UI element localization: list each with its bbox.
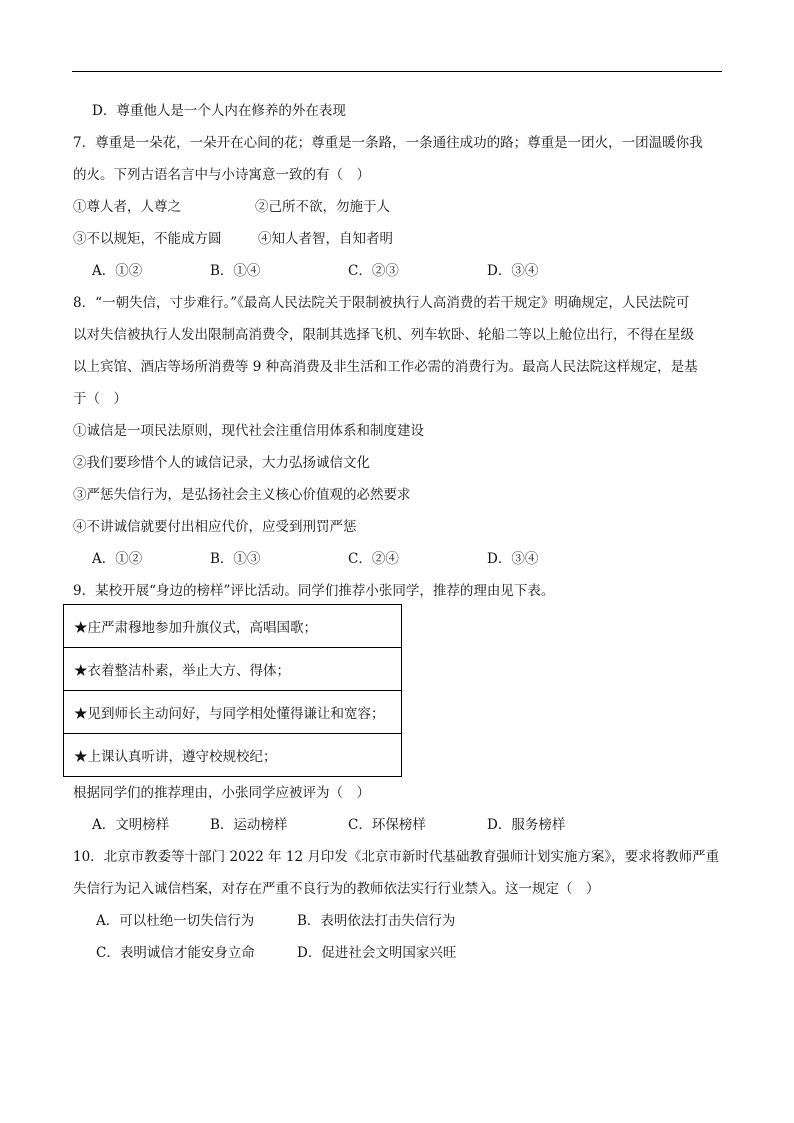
q8-stem-line-1: 8．“一朝失信，寸步难行。”《最高人民法院关于限制被执行人高消费的若干规定》明确规定，人民法院可 xyxy=(73,295,690,311)
q7-statement-1: ①尊人者，人尊之 xyxy=(73,199,181,215)
q8-stem-line-2: 以对失信被执行人发出限制高消费令，限制其选择飞机、列车软卧、轮船二等以上舱位出行，不得在星级 xyxy=(73,327,694,343)
table-row xyxy=(64,691,402,734)
q9-option-d: D．服务榜样 xyxy=(487,817,566,833)
q8-stem-line-3: 以上宾馆、酒店等场所消费等 9 种高消费及非生活和工作必需的消费行为。最高人民法院这样规定，是基 xyxy=(73,359,698,375)
q9-reason-3: ★见到师长主动问好，与同学相处懂得谦让和宽容； xyxy=(64,691,402,734)
q9-option-b: B．运动榜样 xyxy=(210,817,288,833)
q7-option-a: A．①② xyxy=(92,263,143,279)
q7-option-d: D．③④ xyxy=(487,263,539,279)
q7-statement-3: ③不以规矩，不能成方圆 xyxy=(73,231,222,247)
q8-statement-3: ③严惩失信行为，是弘扬社会主义核心价值观的必然要求 xyxy=(73,487,411,503)
q7-stem-line-1: 7．尊重是一朵花，一朵开在心间的花；尊重是一条路，一条通往成功的路；尊重是一团火，一团温暖你我 xyxy=(73,135,703,151)
q8-option-b: B．①③ xyxy=(210,551,261,567)
q7-option-b: B．①④ xyxy=(210,263,261,279)
q9-reason-4: ★上课认真听讲，遵守校规校纪； xyxy=(64,734,402,777)
q8-option-d: D．③④ xyxy=(487,551,539,567)
header-rule xyxy=(72,71,722,72)
q7-statement-2: ②己所不欲，勿施于人 xyxy=(255,199,390,215)
q7-option-c: C．②③ xyxy=(348,263,399,279)
q8-option-c: C．②④ xyxy=(348,551,399,567)
q8-statement-1: ①诚信是一项民法原则，现代社会注重信用体系和制度建设 xyxy=(73,423,424,439)
q6-option-d: D．尊重他人是一个人内在修养的外在表现 xyxy=(92,103,346,119)
q7-stem-line-2: 的火。下列古语名言中与小诗寓意一致的有（ ） xyxy=(73,167,370,183)
q10-option-a: A．可以杜绝一切失信行为 xyxy=(96,913,255,929)
q9-reason-2: ★衣着整洁朴素，举止大方、得体； xyxy=(64,648,402,691)
q9-reason-1: ★庄严肃穆地参加升旗仪式，高唱国歌； xyxy=(64,605,402,648)
q7-statement-4: ④知人者智，自知者明 xyxy=(258,231,393,247)
q9-stem: 9．某校开展“身边的榜样”评比活动。同学们推荐小张同学，推荐的理由见下表。 xyxy=(73,583,555,599)
q10-option-b: B．表明依法打击失信行为 xyxy=(297,913,456,929)
q10-stem-line-1: 10．北京市教委等十部门 2022 年 12 月印发《北京市新时代基础教育强师计划实施方案》，要求将教师严重 xyxy=(73,849,720,865)
q8-statement-4: ④不讲诚信就要付出相应代价，应受到刑罚严惩 xyxy=(73,519,357,535)
q10-option-c: C．表明诚信才能安身立命 xyxy=(96,945,255,961)
q8-option-a: A．①② xyxy=(92,551,143,567)
q10-option-d: D．促进社会文明国家兴旺 xyxy=(297,945,457,961)
q9-option-a: A．文明榜样 xyxy=(92,817,170,833)
q9-question: 根据同学们的推荐理由，小张同学应被评为（ ） xyxy=(73,785,370,801)
q9-option-c: C．环保榜样 xyxy=(348,817,426,833)
table-row xyxy=(64,734,402,777)
q8-stem-line-4: 于（ ） xyxy=(73,391,127,407)
q9-reasons-table xyxy=(63,604,402,777)
table-row xyxy=(64,605,402,648)
q8-statement-2: ②我们要珍惜个人的诚信记录，大力弘扬诚信文化 xyxy=(73,455,370,471)
q10-stem-line-2: 失信行为记入诚信档案，对存在严重不良行为的教师依法实行行业禁入。这一规定（ ） xyxy=(73,881,600,897)
table-row xyxy=(64,648,402,691)
